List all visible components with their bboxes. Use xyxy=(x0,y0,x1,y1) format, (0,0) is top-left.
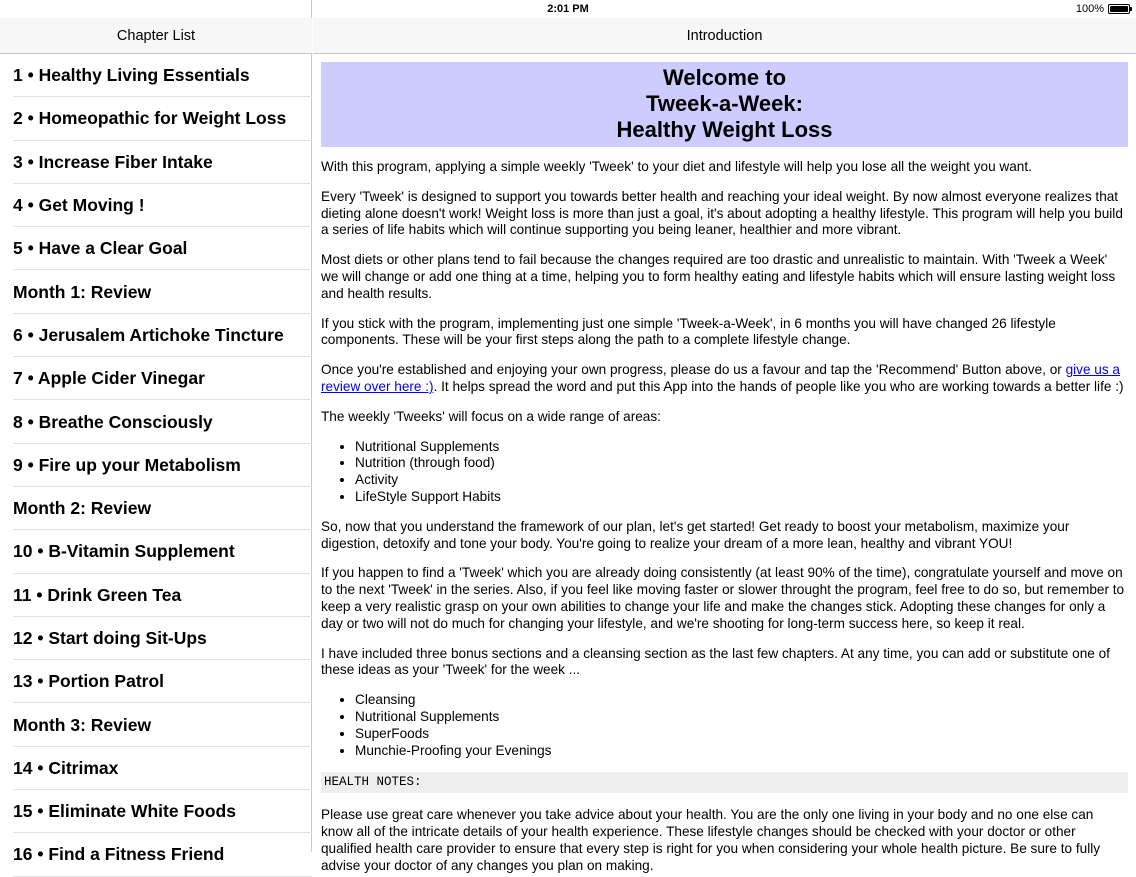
chapter-item[interactable]: 3 • Increase Fiber Intake xyxy=(0,141,312,184)
chapter-item[interactable]: 5 • Have a Clear Goal xyxy=(0,227,312,270)
chapter-item[interactable]: 13 • Portion Patrol xyxy=(0,660,312,703)
intro-paragraph: Every 'Tweek' is designed to support you towards better health and reaching your ideal weight. By now almost everyone realizes that dieting alone doesn't work! Weight loss is more than just a goal, it's about adopting a healthy lifestyle. This program will help you build a series of life habits which will continue supporting you being leaner, healthier and more vibrant. xyxy=(321,188,1123,238)
intro-paragraph: The weekly 'Tweeks' will focus on a wide range of areas: xyxy=(321,408,661,424)
welcome-line: Healthy Weight Loss xyxy=(616,117,833,142)
health-paragraph: Please use great care whenever you take advice about your health. You are the only one living in your body and no one else can know all of the intricate details of your health experience. These lifestyle changes should be checked with your doctor or other qualified health care provider to ensure that every step is right for you when considering your whole health picture. Be sure to fully advise your doctor of any changes you plan on making. xyxy=(321,807,1101,873)
chapter-item[interactable]: 1 • Healthy Living Essentials xyxy=(0,54,312,97)
chapter-item[interactable]: 11 • Drink Green Tea xyxy=(0,574,312,617)
recommend-paragraph xyxy=(321,362,1128,396)
recommend-text-tail: . It helps spread the word and put this App into the hands of people like you who are working towards a better life :) xyxy=(433,378,1124,394)
intro-paragraph: So, now that you understand the framework of our plan, let's get started! Get ready to boost your metabolism, maximize your digestion, detoxify and tone your body. You're going to realize your dream of a more lean, healthy and vibrant YOU! xyxy=(321,518,1070,551)
focus-areas-list xyxy=(355,439,1128,506)
detail-title: Introduction xyxy=(686,27,763,44)
chapter-item[interactable]: Month 2: Review xyxy=(0,487,312,530)
intro-paragraph: Most diets or other plans tend to fail because the changes required are too drastic and unrealistic to maintain. With 'Tweek a Week' we will change or add one thing at a time, helping you to form healthy eating and lifestyle habits which will ensure lasting weight loss and health results. xyxy=(321,252,1116,301)
chapter-item[interactable]: 10 • B-Vitamin Supplement xyxy=(0,530,312,573)
health-notes-heading: HEALTH NOTES: xyxy=(321,772,1128,793)
list-item: • SuperFoods xyxy=(355,726,1128,743)
article-content[interactable] xyxy=(313,54,1136,873)
welcome-line: Welcome to xyxy=(662,65,787,90)
chapter-item[interactable]: 4 • Get Moving ! xyxy=(0,184,312,227)
intro-paragraph: With this program, applying a simple weekly 'Tweek' to your diet and lifestyle will help you lose all the weight you want. xyxy=(321,159,1032,174)
intro-paragraph: I have included three bonus sections and a cleansing section as the last few chapters. At any time, you can add or substitute one of these ideas as your 'Tweek' for the week ... xyxy=(321,645,1110,678)
chapter-item[interactable]: 7 • Apple Cider Vinegar xyxy=(0,357,312,400)
list-item: • Nutritional Supplements xyxy=(355,709,1128,726)
chapter-item[interactable]: 16 • Find a Fitness Friend xyxy=(0,833,312,876)
list-item: • Cleansing xyxy=(355,692,1128,709)
list-item: • Activity xyxy=(355,472,1128,489)
intro-paragraph: If you happen to find a 'Tweek' which you are already doing consistently (at least 90% of the time), congratulate yourself and move on to the next 'Tweek' in the series. Also, if you feel like moving faster or slower throught the program, feel free to do so, but remember to keep a very realistic grasp on your own abilities to change your life and make the changes stick. Adopting these changes for only a day or two will not do much for changing your lifestyle, and we're shooting for long-term success here, so keep it real. xyxy=(321,565,1125,631)
chapter-item[interactable]: 9 • Fire up your Metabolism xyxy=(0,444,312,487)
chapter-sidebar xyxy=(0,0,312,865)
review-link[interactable]: give us a review over here :) xyxy=(321,362,1120,394)
detail-nav-bar xyxy=(313,18,1136,54)
chapter-item[interactable]: 6 • Jerusalem Artichoke Tincture xyxy=(0,314,312,357)
chapter-list[interactable] xyxy=(0,54,312,865)
list-item: • Nutritional Supplements xyxy=(355,439,1128,456)
chapter-item[interactable]: 8 • Breathe Consciously xyxy=(0,400,312,443)
chapter-item[interactable]: 12 • Start doing Sit-Ups xyxy=(0,617,312,660)
sidebar-nav-bar xyxy=(0,18,312,54)
chapter-item[interactable]: 2 • Homeopathic for Weight Loss xyxy=(0,97,312,140)
bonus-sections-list xyxy=(355,692,1128,759)
list-item: • LifeStyle Support Habits xyxy=(355,489,1128,506)
chapter-item[interactable]: 15 • Eliminate White Foods xyxy=(0,790,312,833)
battery-percent: 100% xyxy=(1075,3,1104,15)
list-item: • Nutrition (through food) xyxy=(355,455,1128,472)
status-time: 2:01 PM xyxy=(547,3,589,15)
recommend-text: Once you're established and enjoying your own progress, please do us a favour and tap the 'Recommend' Button above, or xyxy=(321,362,1066,378)
detail-pane xyxy=(313,0,1136,873)
chapter-item[interactable]: Month 3: Review xyxy=(0,703,312,746)
sidebar-title: Chapter List xyxy=(116,27,196,44)
list-item: • Munchie-Proofing your Evenings xyxy=(355,743,1128,760)
chapter-item[interactable]: Month 1: Review xyxy=(0,270,312,313)
intro-paragraph: If you stick with the program, implementing just one simple 'Tweek-a-Week', in 6 months you will have changed 26 lifestyle components. These will be your first steps along the path to a complete lifestyle change. xyxy=(321,315,1056,348)
welcome-line: Tweek-a-Week: xyxy=(646,91,803,116)
welcome-banner xyxy=(321,62,1128,147)
chapter-item[interactable]: 14 • Citrimax xyxy=(0,747,312,790)
